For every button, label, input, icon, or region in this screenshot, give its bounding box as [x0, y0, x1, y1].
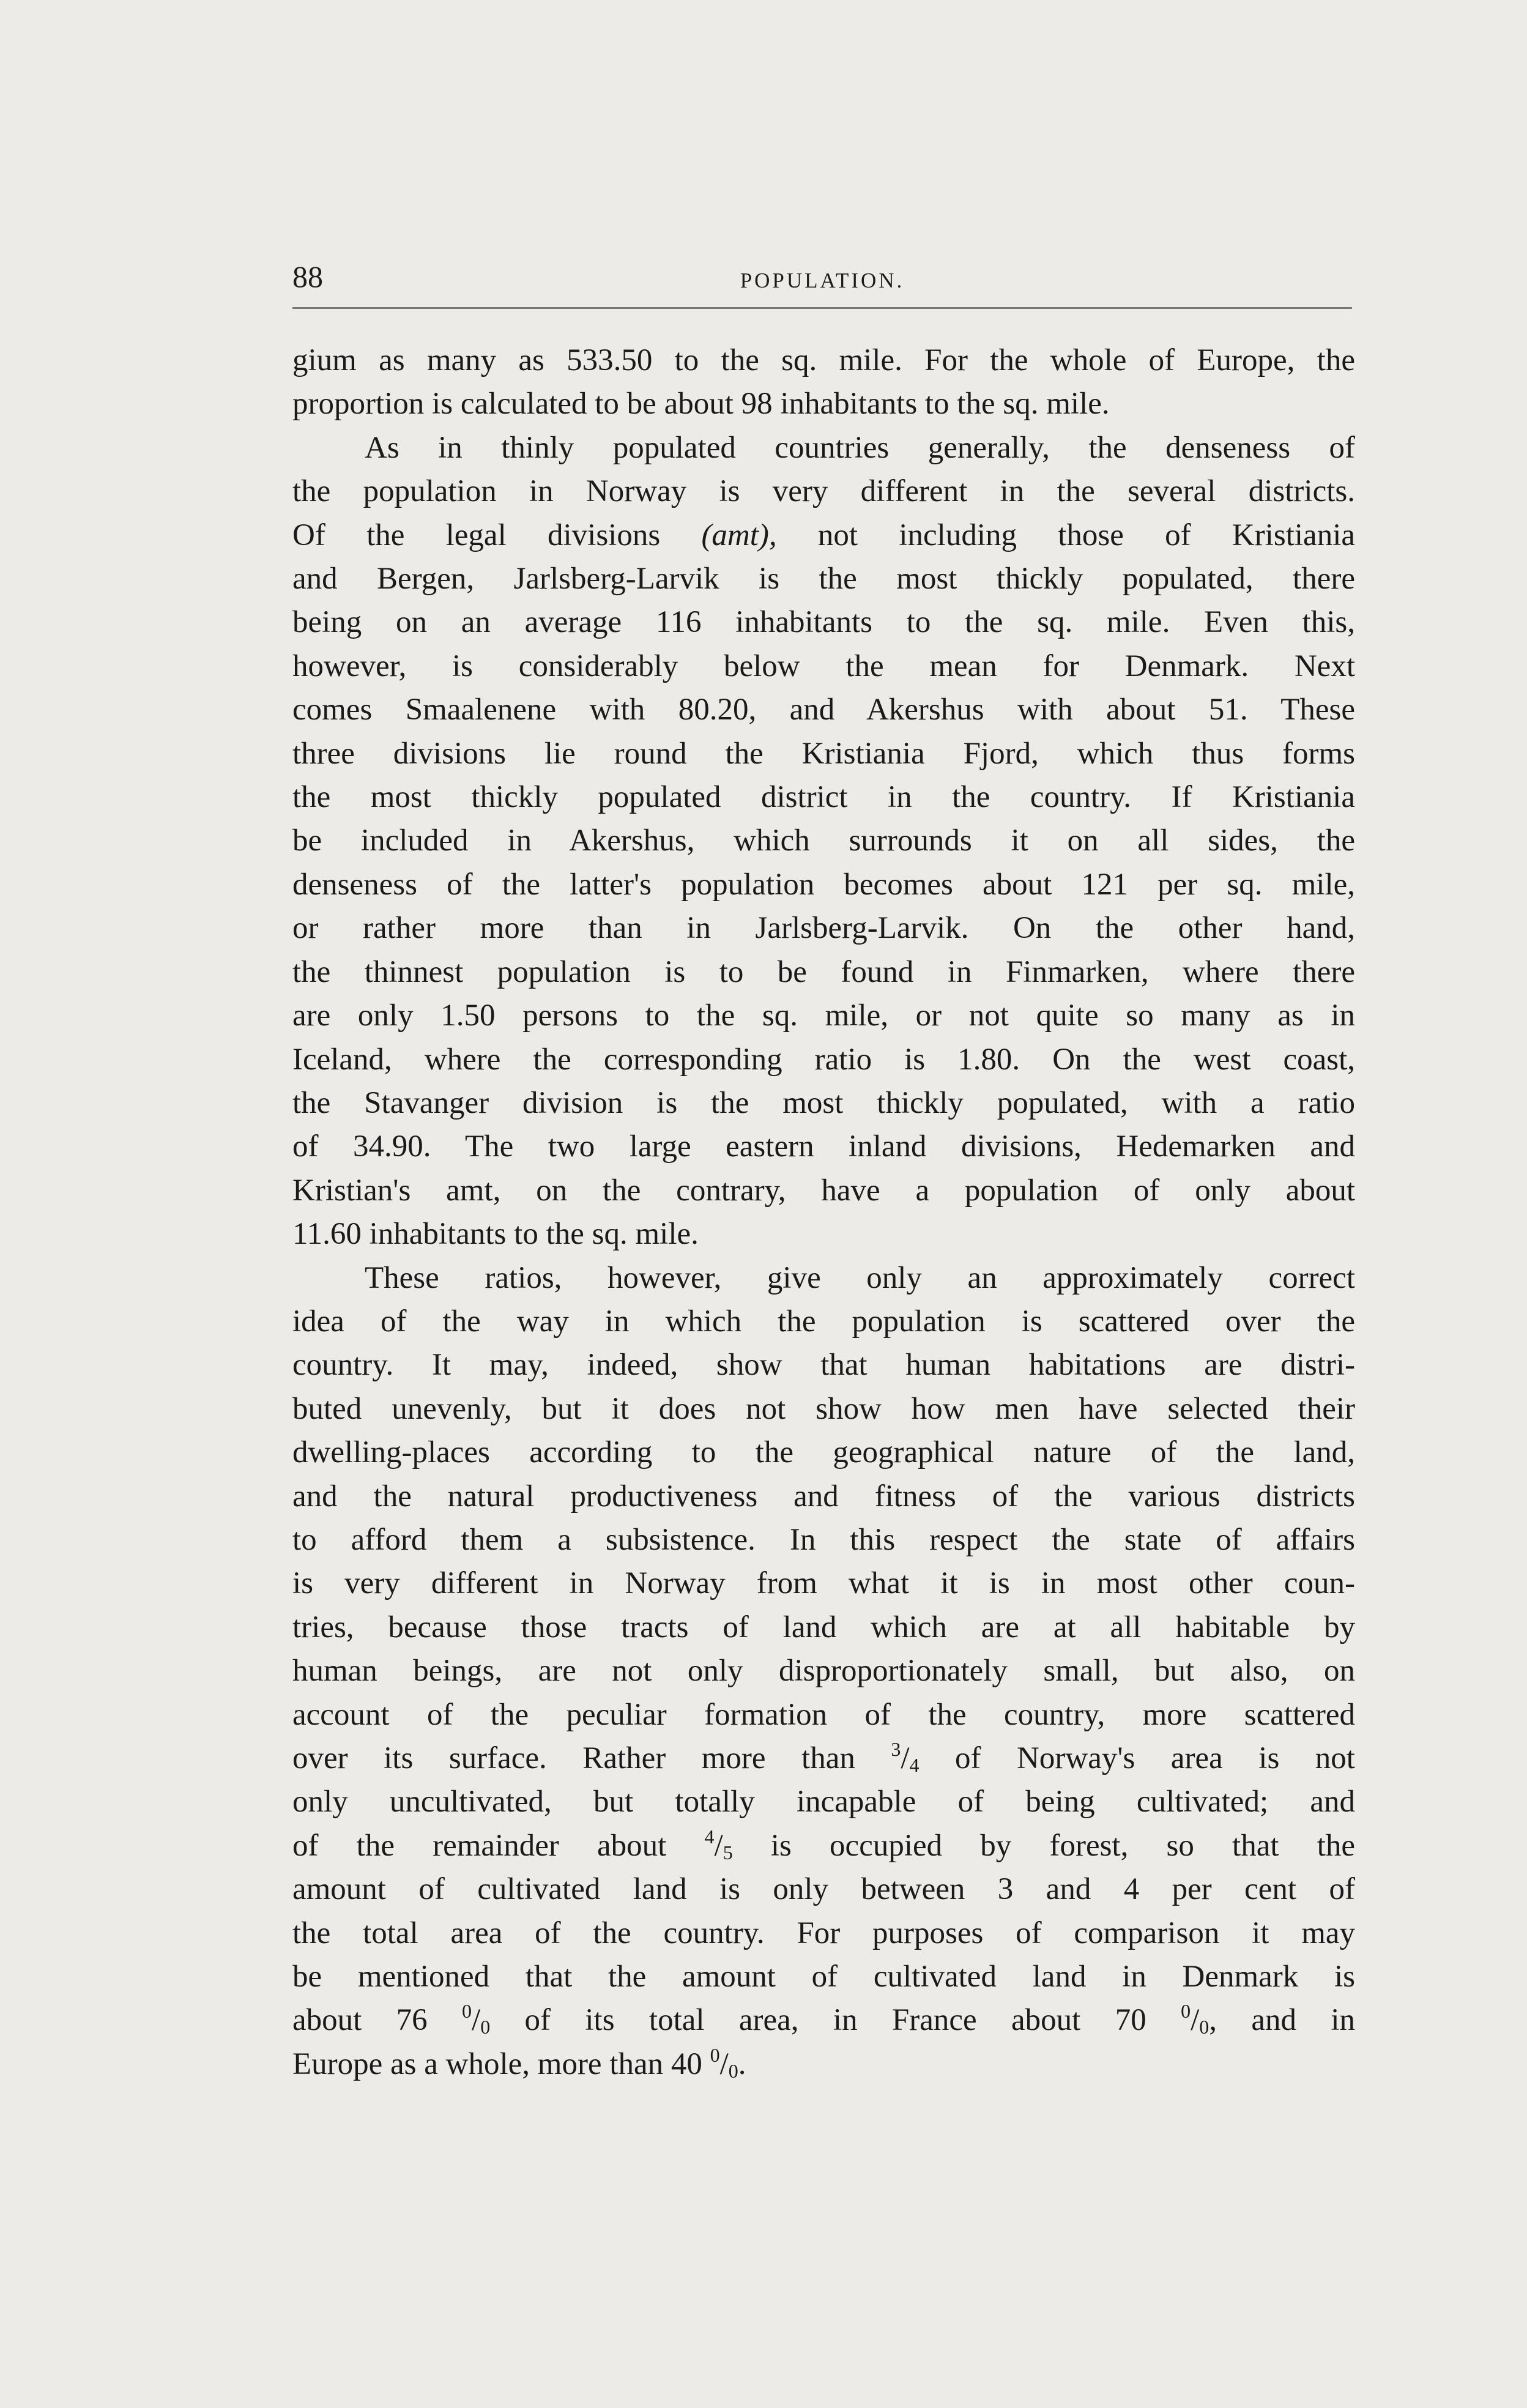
text-line-with-italic — [292, 514, 1355, 557]
text-line-with-percent — [292, 2043, 1355, 2086]
text-line: the population in Norway is very different in the several districts. — [292, 474, 1355, 509]
text-line: idea of the way in which the population is scattered over the — [292, 1304, 1355, 1339]
text-segment: of Norway's area is not — [919, 1741, 1355, 1775]
fraction-slash: / — [901, 1741, 910, 1775]
text-line: As in thinly populated countries generally, the denseness of — [365, 430, 1355, 465]
percent-sup: 0 — [710, 2043, 720, 2066]
text-segment: Of the legal divisions — [292, 518, 702, 552]
text-line: 11.60 inhabitants to the sq. mile. — [292, 1217, 699, 1252]
page-header — [292, 252, 1352, 309]
percent-slash: / — [1191, 2003, 1200, 2038]
page-number: 88 — [292, 259, 323, 294]
text-line: are only 1.50 persons to the sq. mile, or not quite so many as in — [292, 998, 1355, 1033]
text-line: comes Smaalenene with 80.20, and Akershus with about 51. These — [292, 693, 1355, 727]
text-line: three divisions lie round the Kristiania Fjord, which thus forms — [292, 736, 1355, 771]
text-line-with-percent — [292, 1999, 1355, 2042]
text-line: only uncultivated, but totally incapable of being cultivated; and — [292, 1785, 1355, 1819]
percent-sup: 0 — [462, 2000, 472, 2023]
text-line: of 34.90. The two large eastern inland divisions, Hedemarken and — [292, 1129, 1355, 1164]
text-segment: is occupied by forest, so that the — [732, 1828, 1356, 1863]
text-segment: . — [738, 2046, 746, 2081]
text-line: the most thickly populated district in the country. If Kristiania — [292, 780, 1355, 815]
text-line: however, is considerably below the mean for Denmark. Next — [292, 648, 1355, 683]
text-line: the thinnest population is to be found in Finmarken, where there — [292, 954, 1355, 989]
text-line: gium as many as 533.50 to the sq. mile. For the whole of Europe, the — [292, 343, 1355, 377]
fraction-numerator: 3 — [891, 1738, 901, 1760]
text-line: buted unevenly, but it does not show how men have selected their — [292, 1391, 1355, 1426]
text-line: be included in Akershus, which surrounds it on all sides, the — [292, 823, 1355, 858]
text-line: to afford them a subsistence. In this respect the state of affairs — [292, 1522, 1355, 1557]
text-line: Kristian's amt, on the contrary, have a population of only about — [292, 1173, 1355, 1208]
fraction-slash: / — [714, 1828, 723, 1863]
text-line: These ratios, however, give only an approximately correct — [365, 1260, 1355, 1295]
text-line: or rather more than in Jarlsberg-Larvik. On the other hand, — [292, 911, 1355, 946]
text-line: and the natural productiveness and fitness of the various districts — [292, 1479, 1355, 1514]
text-line: is very different in Norway from what it is in most other coun- — [292, 1566, 1355, 1601]
text-line: the Stavanger division is the most thickly populated, with a ratio — [292, 1085, 1355, 1120]
text-line: proportion is calculated to be about 98 inhabitants to the sq. mile. — [292, 387, 1110, 422]
text-line: denseness of the latter's population becomes about 121 per sq. mile, — [292, 867, 1355, 902]
text-line: be mentioned that the amount of cultivated land in Denmark is — [292, 1960, 1355, 1994]
text-segment: about 76 — [292, 2003, 463, 2038]
text-segment: , and in — [1209, 2003, 1355, 2038]
fraction-denominator: 4 — [909, 1754, 920, 1776]
italic-term-amt: (amt), — [701, 518, 777, 552]
text-line: human beings, are not only disproportionately small, but also, on — [292, 1654, 1355, 1689]
percent-sup: 0 — [1181, 2000, 1191, 2023]
percent-sub: 0 — [1199, 2016, 1209, 2038]
paragraph-3 — [292, 1257, 1355, 2087]
text-segment: over its surface. Rather more than — [292, 1741, 891, 1775]
text-line: amount of cultivated land is only between 3 and 4 per cent of — [292, 1872, 1355, 1907]
text-line: being on an average 116 inhabitants to the sq. mile. Even this, — [292, 605, 1355, 640]
text-line: Iceland, where the corresponding ratio is 1.80. On the west coast, — [292, 1042, 1355, 1077]
running-title: POPULATION. — [740, 269, 905, 292]
paragraph-2 — [292, 426, 1355, 1257]
text-line: country. It may, indeed, show that human habitations are distri- — [292, 1348, 1355, 1383]
fraction-denominator: 5 — [723, 1841, 733, 1864]
text-segment: of its total area, in France about 70 — [490, 2003, 1181, 2038]
text-line-with-fraction — [292, 1824, 1355, 1868]
fraction-numerator: 4 — [704, 1825, 715, 1848]
percent-slash: / — [472, 2003, 481, 2038]
percent-sub: 0 — [480, 2016, 491, 2038]
percent-slash: / — [719, 2046, 729, 2081]
text-line: account of the peculiar formation of the country, more scattered — [292, 1697, 1355, 1732]
text-line: the total area of the country. For purposes of comparison it may — [292, 1916, 1355, 1950]
text-line: dwelling-places according to the geographical nature of the land, — [292, 1435, 1355, 1470]
percent-sub: 0 — [728, 2059, 738, 2082]
text-line-with-fraction — [292, 1737, 1355, 1780]
text-line: tries, because those tracts of land which are at all habitable by — [292, 1610, 1355, 1644]
paragraph-1 — [292, 339, 1355, 426]
text-segment: not including those of Kristiania — [776, 518, 1356, 552]
text-segment: Europe as a whole, more than 40 — [292, 2046, 710, 2081]
text-segment: of the remainder about — [292, 1828, 705, 1863]
body-text — [292, 339, 1355, 2086]
text-line: and Bergen, Jarlsberg-Larvik is the most thickly populated, there — [292, 562, 1355, 596]
